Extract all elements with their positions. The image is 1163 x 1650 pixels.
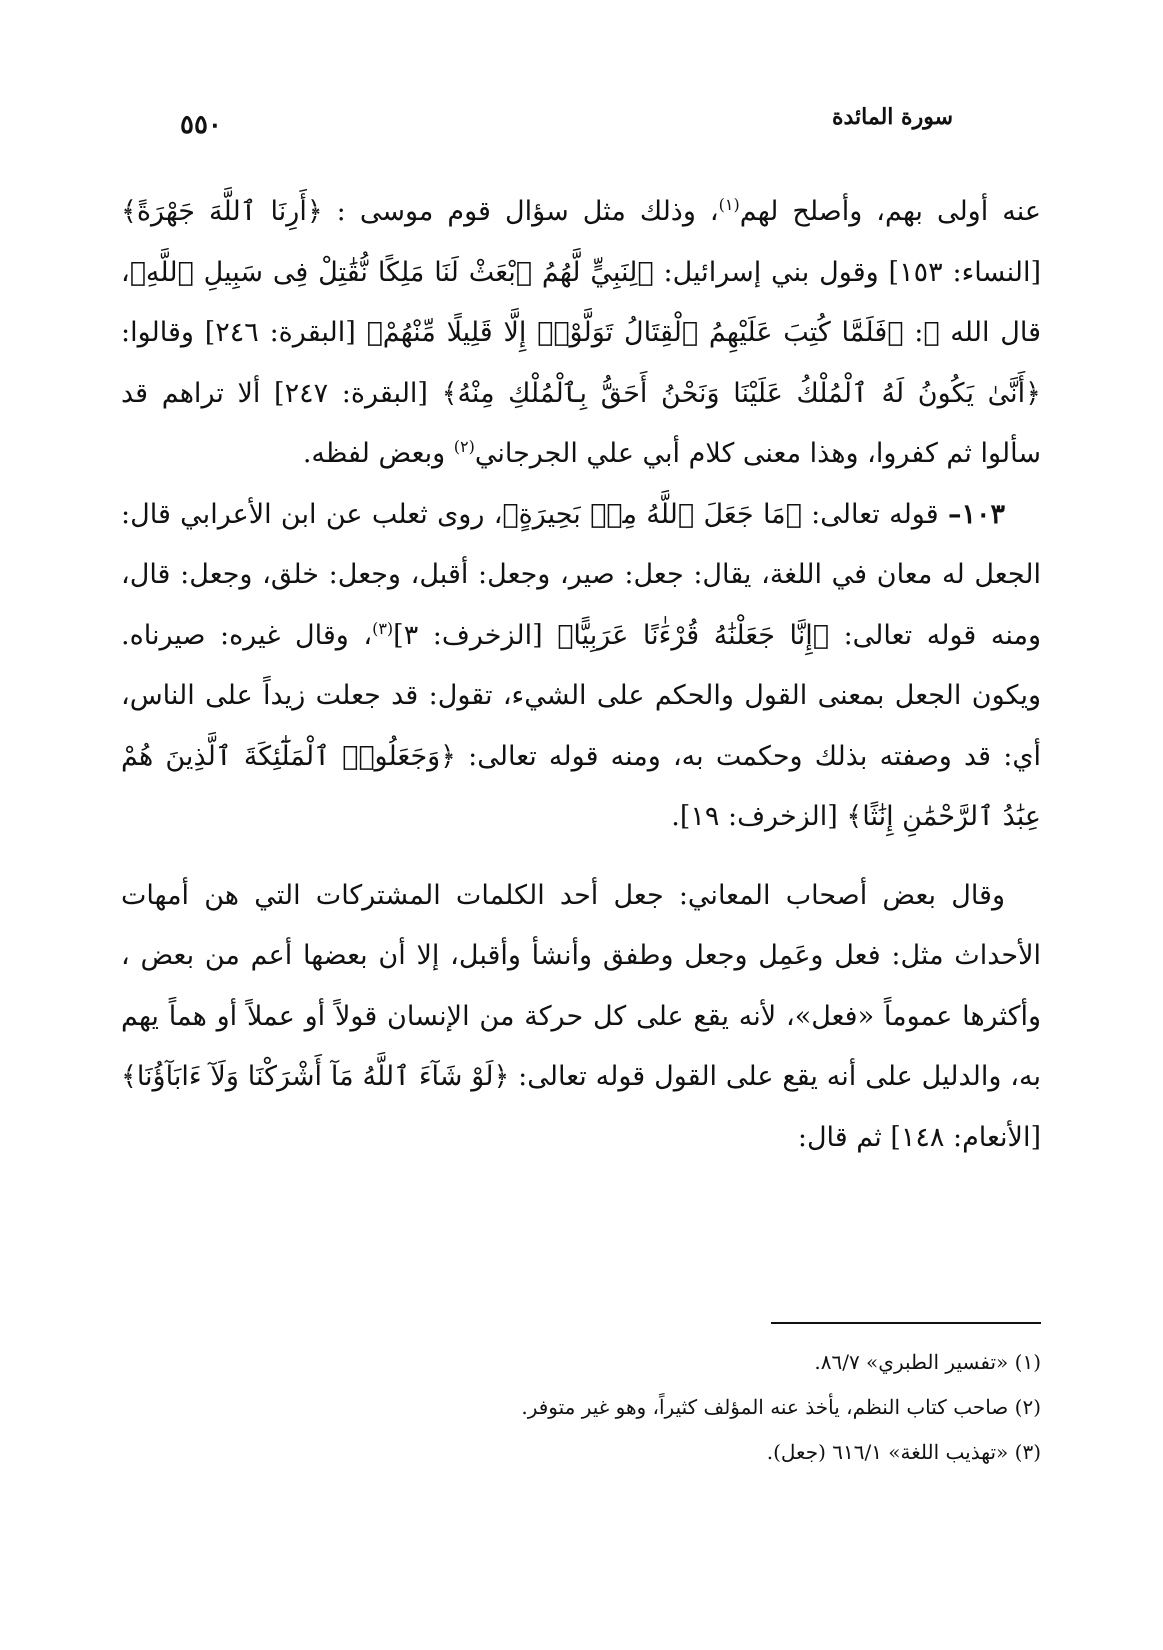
footnote-separator [771,1322,1041,1324]
quran-quote: ﴿أَرِنَا ٱللَّهَ جَهْرَةً﴾ [121,196,323,227]
text-segment: [الزخرف: ١٩]. [671,801,847,832]
footnote-ref-3: (٣) [372,618,394,638]
footnotes [121,1340,1041,1475]
footnote-1: (١) «تفسير الطبري» ٨٦/٧. [814,1350,1041,1374]
text-segment: ، روى ثعلب عن ابن الأعرابي قال: الجعل له معان في اللغة، يقال: جعل: صير، وجعل: أقبل، وجعل: خلق، وجعل: قال، ومنه قوله تعالى: [121,498,1041,651]
text-segment: عنه أولى بهم، وأصلح لهم [739,196,1041,227]
surah-title: سورة المائدة [831,104,953,130]
page-number: ٥٥٠ [180,110,222,140]
main-text [121,182,1041,1168]
text-segment: ، وذلك مثل سؤال قوم موسى : [322,196,719,227]
quran-quote: ﴿إِنَّا جَعَلْنَٰهُ قُرْءَٰنًا عَرَبِيًّا﴾ [557,619,829,651]
paragraph-3 [121,866,1041,1169]
text-segment: وقال بعض أصحاب المعاني: جعل أحد الكلمات المشتركات التي هن أمهات الأحداث مثل: فعل وعَمِل وجعل وطفق وأنشأ وأقبل، إلا أن بعضها أعم من بعض ، وأكثرها عموماً «فعل»، لأنه يقع على كل حركة من الإنسان قولاً أو عملاً أو هماً يهم به، والدليل على أنه يقع على القول قوله تعالى: [121,879,1041,1092]
footnote-ref-2: (٢) [453,437,475,456]
text-segment: [النساء: ١٥٣] وقول بني إسرائيل: [653,256,1041,288]
text-segment: [البقرة: ٢٤٧] ألا تراهم قد سألوا ثم كفروا، وهذا معنى كلام أبي علي الجرجاني [121,377,1041,469]
footnote-ref-1: (١) [718,195,740,214]
quran-quote: ﴿مَا جَعَلَ ٱللَّهُ مِنۢ بَحِيرَةٍ﴾ [502,498,802,530]
text-segment: وبعض لفظه. [302,438,454,469]
verse-number: ١٠٣– [948,498,1006,530]
paragraph-103 [121,485,1041,848]
text-segment: [الأنعام: ١٤٨] ثم قال: [797,1121,1041,1153]
text-segment: ، قال الله ﷻ: [121,256,1041,348]
quran-quote: ﴿وَجَعَلُوا۟ ٱلْمَلَٰٓئِكَةَ ٱلَّذِينَ هُمْ عِبَٰدُ ٱلرَّحْمَٰنِ إِنَٰثًا﴾ [121,740,1041,832]
footnote-3: (٣) «تهذيب اللغة» ٦١٦/١ (جعل). [766,1440,1041,1464]
quran-quote: ﴿أَنَّىٰ يَكُونُ لَهُ ٱلْمُلْكُ عَلَيْنَا وَنَحْنُ أَحَقُّ بِٱلْمُلْكِ مِنْهُ﴾ [441,377,1042,409]
text-segment: [البقرة: ٢٤٦] وقالوا: [121,317,367,348]
text-segment: قوله تعالى: [801,498,948,530]
quran-quote: ﴿فَلَمَّا كُتِبَ عَلَيْهِمُ ٱلْقِتَالُ تَوَلَّوْا۟ إِلَّا قَلِيلًا مِّنْهُمْ﴾ [366,317,904,348]
paragraph-1 [121,182,1041,485]
quran-quote: ﴿لَوْ شَآءَ ٱللَّهُ مَآ أَشْرَكْنَا وَلَآ ءَابَآؤُنَا﴾ [121,1061,510,1092]
quran-quote: ﴿لِنَبِيٍّ لَّهُمُ ٱبْعَثْ لَنَا مَلِكًا نُّقَٰتِلْ فِى سَبِيلِ ٱللَّهِ﴾ [129,256,654,288]
footnote-2: (٢) صاحب كتاب النظم، يأخذ عنه المؤلف كثيراً، وهو غير متوفر. [521,1395,1041,1419]
page-header [120,104,1043,148]
text-segment: ، وقال غيره: صيرناه. ويكون الجعل بمعنى القول والحكم على الشيء، تقول: قد جعلت زيداً على الناس، أي: قد وصفته بذلك وحكمت به، ومنه قوله تعالى: [121,619,1041,772]
text-segment: [الزخرف: ٣] [393,619,558,651]
